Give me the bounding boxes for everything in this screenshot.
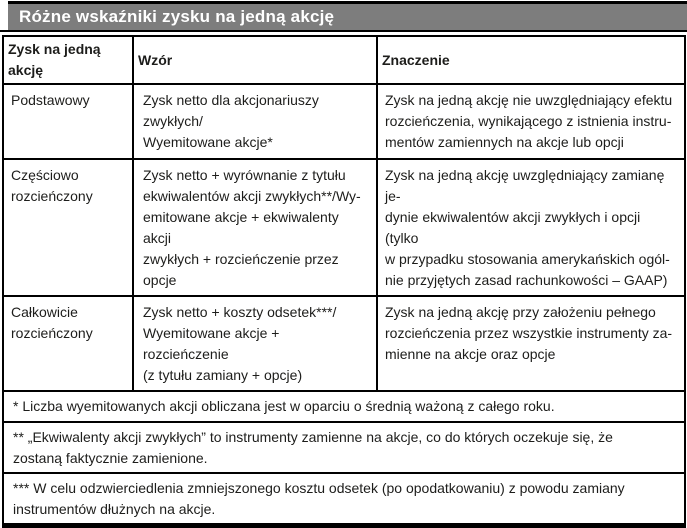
column-header-indicator: Zysk na jedną akcję [3, 36, 133, 84]
table-header-row [3, 36, 685, 84]
column-header-meaning: Znaczenie [377, 36, 685, 84]
cell-formula-partially-diluted: Zysk netto + wyrównanie z tytułu ekwiwalentów akcji zwykłych**/Wy- emitowane akcje + ekwiwalenty akcji zwykłych + rozcieńczenie przez opcje [133, 159, 377, 296]
cell-meaning-fully-diluted: Zysk na jedną akcję przy założeniu pełnego rozcieńczenia przez wszystkie instrumenty za- mienne na akcje oraz opcje [377, 296, 685, 391]
table-row-basic [3, 84, 685, 159]
footnote-row-1 [3, 391, 685, 422]
cell-meaning-basic: Zysk na jedną akcję nie uwzględniający efektu rozcieńczenia, wynikającego z istnienia instru- mentów zamiennych na akcje lub opcji [377, 84, 685, 159]
cell-indicator-basic: Podstawowy [3, 84, 133, 159]
cell-indicator-fully-diluted: Całkowicie rozcieńczony [3, 296, 133, 391]
footnote-row-2 [3, 422, 685, 473]
column-header-formula: Wzór [133, 36, 377, 84]
cell-indicator-partially-diluted: Częściowo rozcieńczony [3, 159, 133, 296]
footnote-2: ** „Ekwiwalenty akcji zwykłych” to instrumenty zamienne na akcje, co do których oczekuje się, że zostaną faktycznie zamienione. [3, 422, 685, 473]
footnote-1: * Liczba wyemitowanych akcji obliczana jest w oparciu o średnią ważoną z całego roku. [3, 391, 685, 422]
table-row-partially-diluted [3, 159, 685, 296]
table-title: Różne wskaźniki zysku na jedną akcję [19, 7, 335, 26]
footnote-row-3 [3, 473, 685, 526]
footnote-3: *** W celu odzwierciedlenia zmniejszonego kosztu odsetek (po opodatkowaniu) z powodu zamiany instrumentów dłużnych na akcje. [3, 473, 685, 526]
cell-formula-fully-diluted: Zysk netto + koszty odsetek***/ Wyemitowane akcje + rozcieńczenie (z tytułu zamiany + opcje) [133, 296, 377, 391]
table-row-fully-diluted [3, 296, 685, 391]
table-title-bar [8, 1, 687, 30]
cell-meaning-partially-diluted: Zysk na jedną akcję uwzględniający zamianę je- dynie ekwiwalentów akcji zwykłych i opcji (tylko w przypadku stosowania amerykańskich ogól- nie przyjętych zasad rachunkowości – GAAP) [377, 159, 685, 296]
eps-indicators-table [2, 35, 686, 528]
cell-formula-basic: Zysk netto dla akcjonariuszy zwykłych/ Wyemitowane akcje* [133, 84, 377, 159]
